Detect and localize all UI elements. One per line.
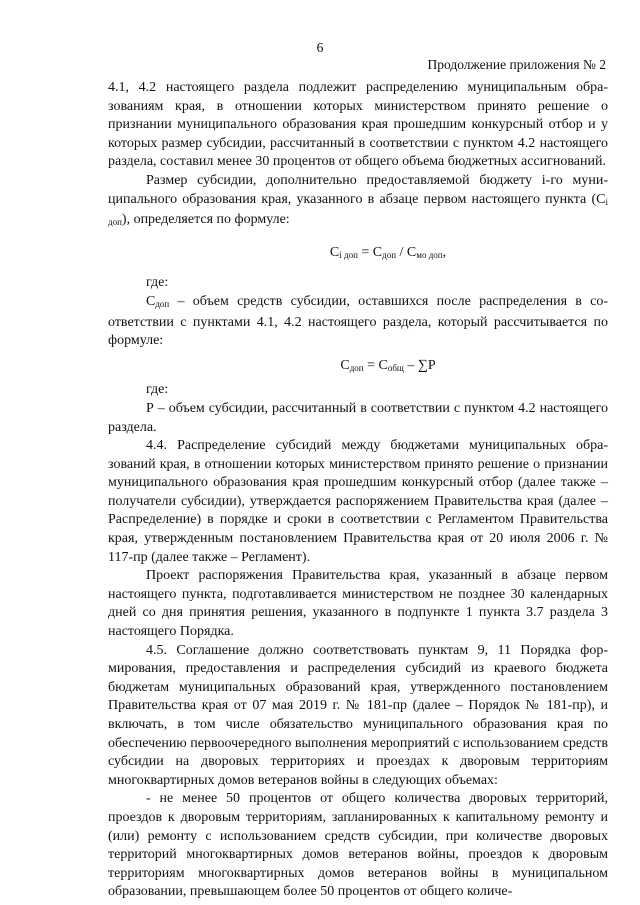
cdop-definition-text: – объем средств субсидии, оставшихся после распределения в соответствии с пунктами 4.1, 4.2 настоящего раздела, который рассчитывается по формуле: [108, 293, 608, 349]
paragraph-list-item: - не менее 50 процентов от общего количества дворовых территорий, проездов к дворовым территориям, запланированных к капитальному ремонту и (или) ремонту с использованием средств субсидии, при количестве дворовых территорий многоквартирных домов ветеранов войны, проездов к дворовым территориям многоквартирных домов ветеранов войны в муниципальном образовании, превышающем более 50 процентов от общего количе- [108, 791, 608, 900]
formula-symbol: = С [357, 244, 383, 260]
formula-symbol: С [146, 293, 156, 309]
subscript: доп [155, 298, 170, 309]
formula-cdop [108, 357, 608, 378]
formula-symbol: С [340, 357, 350, 373]
paragraph-continuation: 4.1, 4.2 настоящего раздела подлежит распределению муниципальным образованиям края, в отношении которых министерством принято решение о признании муниципального образования края прошедшим конкурсный отбор и у которых размер субсидии, рассчитанный в соответствии с пунктом 4.2 настоящего раздела, составил менее 30 процентов от общего объема бюджетных ассигнований. [108, 80, 608, 170]
formula-symbol: , [442, 244, 447, 260]
formula-symbol: – ∑Р [403, 357, 436, 373]
formula-symbol: C [329, 244, 340, 260]
subsidy-size-text: Размер субсидии, дополнительно предоставляемой бюджету i-го муниципального образования края, указанного в абзаце первом настоящего пункта (C [108, 172, 608, 207]
subscript: доп [349, 362, 364, 373]
paragraph-draft-order: Проект распоряжения Правительства края, указанный в абзаце первом настоящего пункта, подготавливается министерством не позднее 30 календарных дней со дня принятия решения, указанного в подпункте 1 пункта 3.7 раздела 3 настоящего Порядка. [108, 568, 608, 640]
subsidy-size-text-end: ), определяется по формуле: [121, 212, 290, 228]
subscript: мо доп [416, 249, 443, 260]
paragraph-4-4: 4.4. Распределение субсидий между бюджетами муниципальных образований края, в отношении которых министерством принято решение о признании муниципального образования края прошедшим конкурсный отбор (далее также – получатели субсидии), утверждается распоряжением Правительства края (далее – Распределение) в порядке и сроки в соответствии с Регламентом Правительства края, утвержденным постановлением Правительства края от 20 июля 2006 г. № 117-пр (далее также – Регламент). [108, 438, 608, 565]
paragraph-p-definition: Р – объем субсидии, рассчитанный в соответствии с пунктом 4.2 настоящего раздела. [108, 400, 608, 435]
paragraph-cdop-definition [108, 293, 608, 351]
formula-symbol: / С [396, 244, 417, 260]
page-number: 6 [316, 40, 324, 55]
formula-symbol: = С [363, 357, 388, 373]
subscript: общ [387, 362, 404, 373]
document-body [108, 79, 608, 902]
paragraph-4-5: 4.5. Соглашение должно соответствовать пунктам 9, 11 Порядка формирования, предоставления и распределения субсидий из краевого бюджета бюджетам муниципальных образований края, утвержденного постановлением Правительства края от 07 мая 2019 г. № 181-пр (далее – Порядок № 181-пр), и включать, в том числе обязательство муниципального образования края по обеспечению первоочередного выполнения мероприятий с использованием средств субсидии на дворовых территориях и проездах к дворовым территориям многоквартирных домов ветеранов войны в следующих объемах: [108, 642, 609, 788]
formula-ci-dop [108, 244, 608, 265]
where-label: где: [146, 382, 169, 398]
subscript: i доп [339, 249, 358, 260]
paragraph-subsidy-size [108, 172, 608, 232]
appendix-continuation-note: Продолжение приложения № 2 [427, 57, 606, 72]
where-label: где: [146, 275, 169, 291]
subscript: i доп [108, 196, 608, 228]
subscript: доп [382, 249, 397, 260]
